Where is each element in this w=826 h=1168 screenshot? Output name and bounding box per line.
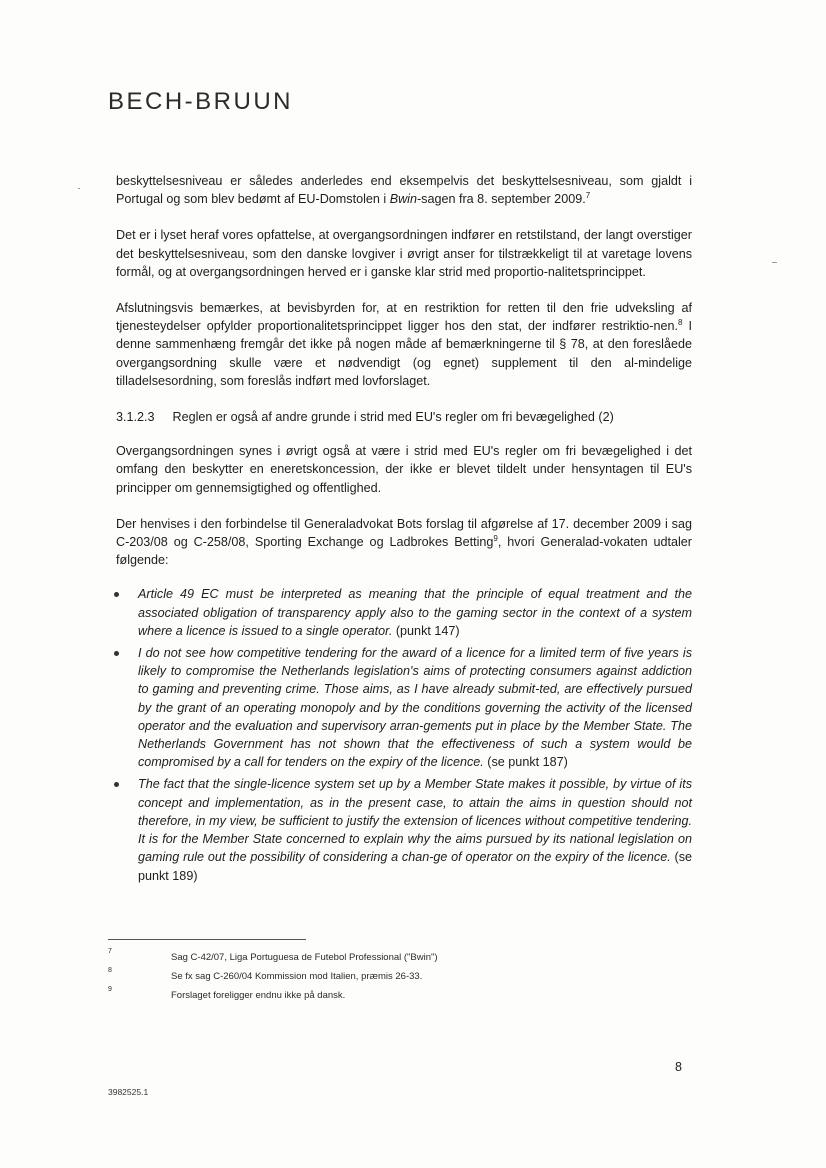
section-heading <box>116 408 692 426</box>
footnote-7: 7 Sag C-42/07, Liga Portuguesa de Futebol Professional ("Bwin") <box>108 948 438 963</box>
scan-mark <box>772 262 777 263</box>
company-logo: BECH-BRUUN <box>108 88 294 115</box>
list-item: The fact that the single-licence system set up by a Member State makes it possible, by virtue of its concept and implementation, as in the present case, to attain the aims in question should not therefore, in my view, be sufficient to justify the extension of licences without competitive tendering. It is for the Member State concerned to explain why the aims pursued by its national legislation on gaming rule out the possibility of considering a chan-ge of operator on the expiry of the licence. (se punkt 189) <box>116 775 692 884</box>
paragraph-5: Der henvises i den forbindelse til Generaladvokat Bots forslag til afgørelse af 17. december 2009 i sag C-203/08 og C-258/08, Sporting Exchange og Ladbrokes Betting$^9$, hvori Generalad-vokaten udtaler følgende: <box>116 516 692 568</box>
footnote-ref-8: 8 <box>678 318 683 328</box>
list-item: I do not see how competitive tendering for the award of a licence for a limited term of five years is likely to compromise the Netherlands legislation's aims of protecting consumers against addiction to gaming and preventing crime. Those aims, as I have already submit-ted, are effectively pursued by the grant of an operating monopoly and by the conditions governing the activity of the licensed operator and the evaluation and supervisory arran-gements put in place by the Member State. The Netherlands Government has not shown that the effectiveness of such a system would be compromised by a call for tenders on the expiry of the licence. (se punkt 187) <box>116 644 692 771</box>
list-item: Article 49 EC must be interpreted as meaning that the principle of equal treatment and the associated obligation of transparency apply also to the gaming sector in the context of a system where a licence is issued to a single operator. (punkt 147) <box>116 585 692 640</box>
section-title: Reglen er også af andre grunde i strid med EU's regler om fri bevægelighed (2) <box>172 410 614 425</box>
footnote-divider <box>108 939 306 940</box>
paragraph-1: beskyttelsesniveau er således anderledes end eksempelvis det beskyttelsesniveau, som gjaldt i Portugal og som blev bedømt af EU-Domstolen i Bwin-sagen fra 8. september 2009.$^7$ <box>116 174 692 207</box>
bullet-icon <box>114 782 119 787</box>
footnote-8: 8 Se fx sag C-260/04 Kommission mod Italien, præmis 26-33. <box>108 967 423 982</box>
page-number: 8 <box>675 1060 682 1074</box>
footnote-ref-9: 9 <box>493 533 498 543</box>
document-body <box>116 172 692 889</box>
quote-list <box>116 585 692 884</box>
section-number: 3.1.2.3 <box>116 410 155 425</box>
footnote-9: 9 Forslaget foreligger endnu ikke på dansk. <box>108 986 346 1001</box>
footnote-ref-7: 7 <box>585 191 591 201</box>
paragraph-2: Det er i lyset heraf vores opfattelse, at overgangsordningen indfører en retstilstand, der langt overstiger det beskyttelsesniveau, som den danske lovgiver i øvrigt anser for tilstrækkeligt til at varetage lovens formål, og at overgangsordningen herved er i ganske klar strid med proportio-nalitetsprincippet. <box>116 228 692 279</box>
paragraph-4: Overgangsordningen synes i øvrigt også at være i strid med EU's regler om fri bevægelighed i det omfang den beskytter en eneretskoncession, der ikke er blevet tildelt under hensyntagen til EU's principper om gennemsigtighed og offentlighed. <box>116 444 692 495</box>
bullet-icon <box>114 651 119 656</box>
footnotes <box>108 950 608 1007</box>
paragraph-3: Afslutningsvis bemærkes, at bevisbyrden for, at en restriktion for retten til den frie udveksling af tjenesteydelser opfylder proportionalitetsprincippet ligger hos den stat, der indfører restriktio-nen.$^8$ I denne sammenhæng fremgår det ikke på nogen måde af bemærkningerne til § 78, at den foreslåede overgangsordning skulle være et nødvendigt (og egnet) supplement til den al-mindelige tilladelsesordning, som foreslås indført med lovforslaget. <box>116 301 693 388</box>
bullet-icon <box>114 592 119 597</box>
document-id: 3982525.1 <box>108 1087 149 1097</box>
scan-mark <box>78 188 80 189</box>
